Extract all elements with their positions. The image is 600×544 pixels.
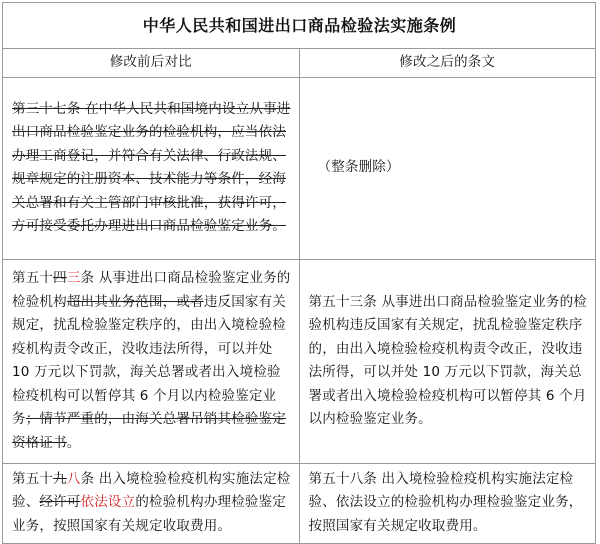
header-before-after: 修改前后对比 <box>3 49 300 78</box>
amended-article-53: 第五十三条 从事进出口商品检验鉴定业务的检验机构违反国家有关规定，扰乱检验鉴定秩序的，由出入境检验检疫机构责令改正，没收违法所得，可以并处 10 万元以下罚款，海关总署或者出入境检验检疫机构可以暂停其 6 个月以内检验鉴定业务。 <box>308 293 587 427</box>
inserted-text-segment: 三 <box>66 270 81 286</box>
amended-article-58: 第五十八条 出入境检验检疫机构实施法定检验、依法设立的检验机构办理检验鉴定业务，按照国家有关规定收取费用。 <box>308 470 583 534</box>
whole-article-deleted-note: （整条删除） <box>317 159 400 176</box>
text-segment: 的检验机构办理检验鉴定业务，按照国家有关规定收取费用。 <box>12 494 287 534</box>
row-1-amended <box>299 77 596 259</box>
deleted-article-37: 第三十七条 在中华人民共和国境内设立从事进出口商品检验鉴定业务的检验机构，应当依法办理工商登记，并符合有关法律、行政法规、规章规定的注册资本、技术能力等条件，经海关总署和有关主管部门审核批准，获得许可，方可接受委托办理进出口商品检验鉴定业务。 <box>12 100 291 234</box>
row-2-amended <box>299 259 596 463</box>
deleted-text-segment: 九 <box>53 470 67 487</box>
row-3-comparison <box>3 463 300 543</box>
document-title: 中华人民共和国进出口商品检验法实施条例 <box>3 3 596 49</box>
inserted-text-segment: 依法设立 <box>80 494 136 511</box>
text-segment: 第五十 <box>12 270 54 286</box>
text-segment: 违反国家有关规定，扰乱检验鉴定秩序的，由出入境检验检疫机构责令改正，没收违法所得，可以并处 10 万元以下罚款，海关总署或者出入境检验检疫机构可以暂停其 6 个月以内检验鉴定业务 <box>12 293 287 427</box>
regulation-comparison-table <box>2 2 596 544</box>
row-2-comparison <box>3 259 300 463</box>
row-3-amended <box>299 463 596 543</box>
text-segment: 第五十 <box>12 470 54 487</box>
deleted-text-segment: 超出其业务范围，或者 <box>66 293 204 310</box>
row-1-comparison <box>3 77 300 259</box>
deleted-text-segment: ；情节严重的，由海关总署吊销其检验鉴定资格证书 <box>12 411 287 451</box>
text-segment: 条 从事进出口商品检验鉴定业务的检验机构 <box>12 270 291 310</box>
header-amended-text: 修改之后的条文 <box>299 49 596 78</box>
deleted-text-segment: 四 <box>53 270 67 286</box>
text-segment: 。 <box>66 434 81 451</box>
inserted-text-segment: 八 <box>66 470 81 487</box>
deleted-text-segment: 经许可 <box>39 494 81 511</box>
text-segment: 条 出入境检验检疫机构实施法定检验、 <box>12 470 291 511</box>
